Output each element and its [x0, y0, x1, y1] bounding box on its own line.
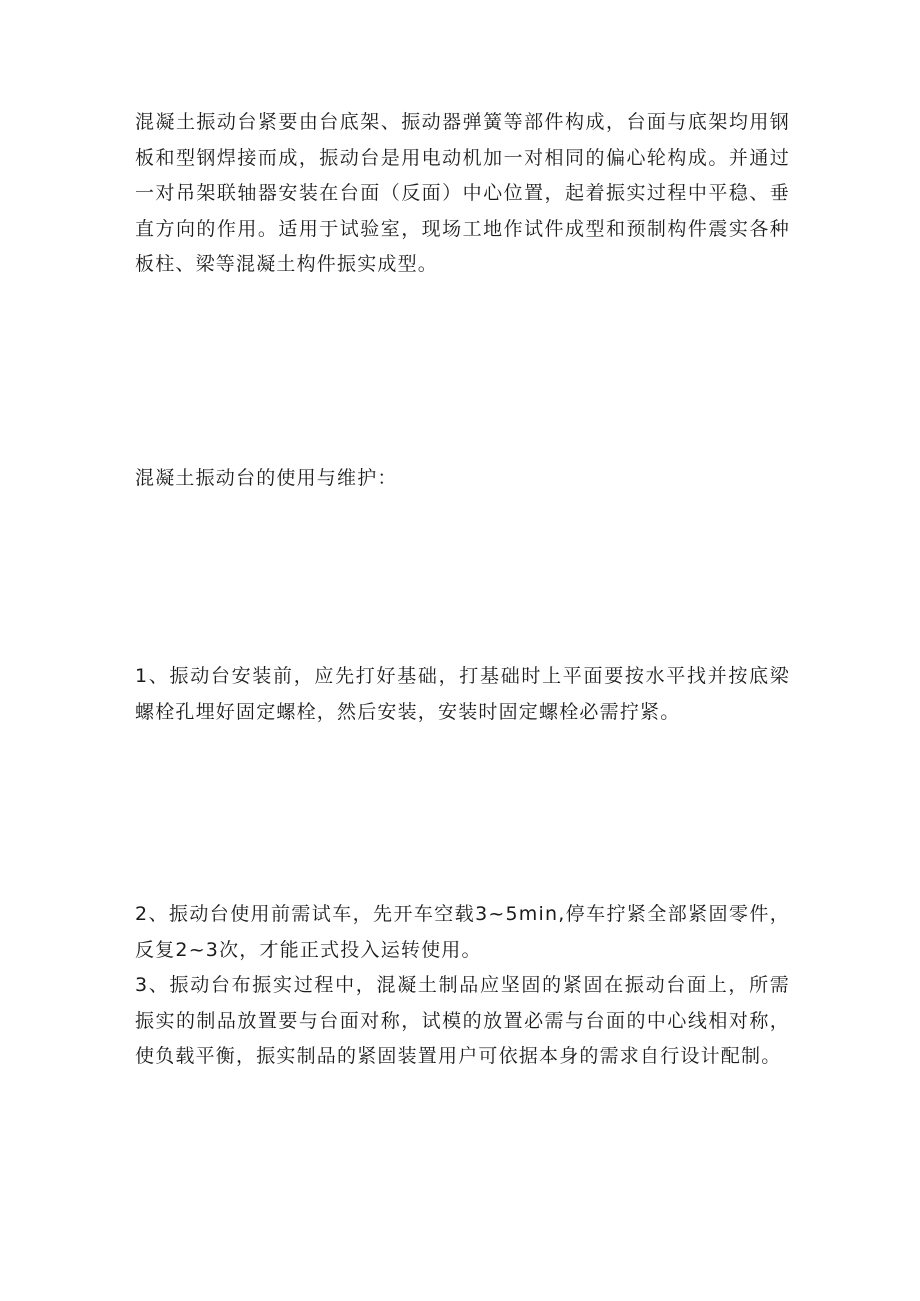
- section-heading: 混凝土振动台的使用与维护：: [135, 467, 398, 489]
- step-1-paragraph: 1、振动台安装前，应先打好基础，打基础时上平面要按水平找并按底梁螺栓孔埋好固定螺栓，然后安装，安装时固定螺栓必需拧紧。: [135, 665, 790, 723]
- step-2-paragraph: 2、振动台使用前需试车，先开车空载3~5min,停车拧紧全部紧固零件，反复2~3次，才能正式投入运转使用。: [135, 903, 790, 961]
- intro-paragraph: 混凝土振动台紧要由台底架、振动器弹簧等部件构成，台面与底架均用钢板和型钢焊接而成，振动台是用电动机加一对相同的偏心轮构成。并通过一对吊架联轴器安装在台面（反面）中心位置，起着振实过程中平稳、垂直方向的作用。适用于试验室，现场工地作试件成型和预制构件震实各种板柱、梁等混凝土构件振实成型。: [135, 111, 790, 275]
- step-3-paragraph: 3、振动台布振实过程中，混凝土制品应坚固的紧固在振动台面上，所需振实的制品放置要与台面对称，试模的放置必需与台面的中心线相对称，使负载平衡，振实制品的紧固装置用户可依据本身的需求自行设计配制。: [135, 974, 790, 1067]
